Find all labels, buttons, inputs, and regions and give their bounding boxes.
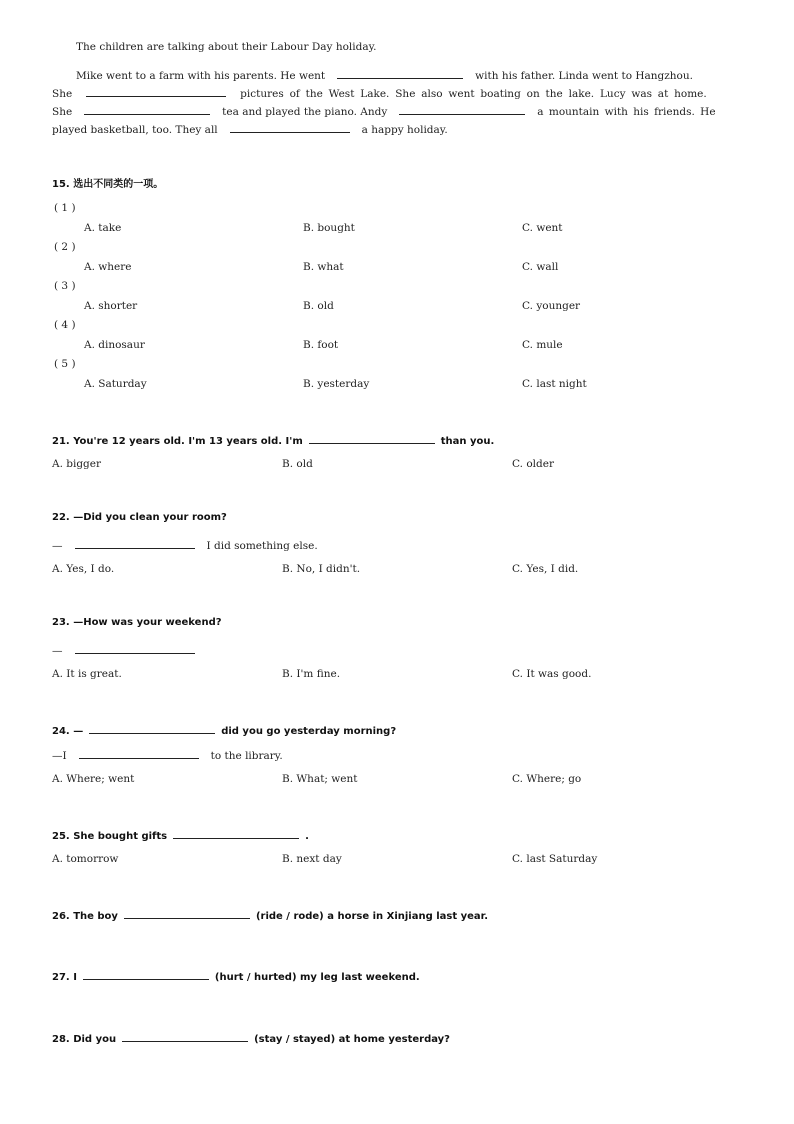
q15-item-5-a[interactable]: A. Saturday (84, 378, 147, 390)
q21-option-a[interactable]: A. bigger (52, 458, 102, 470)
q23-option-c[interactable]: C. It was good. (512, 668, 592, 680)
q27-blank[interactable] (83, 968, 209, 980)
q24-blank-1[interactable] (89, 722, 215, 734)
q25-blank[interactable] (173, 827, 299, 839)
q26-stem: 26. The boy (ride / rode) a horse in Xinjiang last year. (52, 907, 488, 922)
q22-blank[interactable] (75, 537, 195, 549)
q15-item-4-b[interactable]: B. foot (303, 339, 339, 351)
q21-stem: 21. You're 12 years old. I'm 13 years old. I'm than you. (52, 432, 494, 447)
q15-item-2-c[interactable]: C. wall (522, 261, 559, 273)
blank-4[interactable] (399, 103, 525, 115)
q15-item-2-num: ( 2 ) (54, 241, 76, 253)
passage-line-1: Mike went to a farm with his parents. He went with his father. Linda went to Hangzhou. (76, 67, 693, 82)
q28-blank[interactable] (122, 1030, 248, 1042)
q25-option-a[interactable]: A. tomorrow (52, 853, 119, 865)
blank-3[interactable] (84, 103, 210, 115)
q15-item-5-num: ( 5 ) (54, 358, 76, 370)
q24-option-c[interactable]: C. Where; go (512, 773, 582, 785)
q15-item-2-a[interactable]: A. where (84, 261, 132, 273)
q23-stem: 23. —How was your weekend? (52, 617, 222, 628)
q25-option-c[interactable]: C. last Saturday (512, 853, 598, 865)
q28-stem: 28. Did you (stay / stayed) at home yesterday? (52, 1030, 450, 1045)
q15-item-1-a[interactable]: A. take (84, 222, 122, 234)
blank-2[interactable] (86, 85, 226, 97)
q22-option-c[interactable]: C. Yes, I did. (512, 563, 579, 575)
q21-option-b[interactable]: B. old (282, 458, 313, 470)
q22-answer-line: — I did something else. (52, 537, 318, 552)
q27-stem: 27. I (hurt / hurted) my leg last weekend. (52, 968, 420, 983)
q25-stem: 25. She bought gifts . (52, 827, 309, 842)
q15-item-4-a[interactable]: A. dinosaur (84, 339, 145, 351)
q15-item-5-c[interactable]: C. last night (522, 378, 587, 390)
passage-line-3: She tea and played the piano. Andy a mountain with his friends. He (52, 103, 716, 118)
q24-answer-line: —I to the library. (52, 747, 283, 762)
q15-title: 15. 选出不同类的一项。 (52, 179, 164, 190)
q15-item-3-a[interactable]: A. shorter (84, 300, 138, 312)
q23-answer-line: — (52, 642, 207, 657)
q21-option-c[interactable]: C. older (512, 458, 554, 470)
q15-item-1-c[interactable]: C. went (522, 222, 563, 234)
q21-blank[interactable] (309, 432, 435, 444)
q22-option-a[interactable]: A. Yes, I do. (52, 563, 115, 575)
q24-option-a[interactable]: A. Where; went (52, 773, 135, 785)
q15-item-1-b[interactable]: B. bought (303, 222, 355, 234)
q23-option-a[interactable]: A. It is great. (52, 668, 122, 680)
q24-blank-2[interactable] (79, 747, 199, 759)
q24-stem: 24. — did you go yesterday morning? (52, 722, 396, 737)
q15-item-4-num: ( 4 ) (54, 319, 76, 331)
q15-item-3-c[interactable]: C. younger (522, 300, 581, 312)
q22-option-b[interactable]: B. No, I didn't. (282, 563, 361, 575)
q15-item-3-b[interactable]: B. old (303, 300, 334, 312)
q23-option-b[interactable]: B. I'm fine. (282, 668, 341, 680)
q23-blank[interactable] (75, 642, 195, 654)
passage-line-2: She pictures of the West Lake. She also went boating on the lake. Lucy was at home. (52, 85, 707, 100)
blank-5[interactable] (230, 121, 350, 133)
q15-item-5-b[interactable]: B. yesterday (303, 378, 370, 390)
q15-item-3-num: ( 3 ) (54, 280, 76, 292)
q26-blank[interactable] (124, 907, 250, 919)
blank-1[interactable] (337, 67, 463, 79)
q24-option-b[interactable]: B. What; went (282, 773, 358, 785)
q25-option-b[interactable]: B. next day (282, 853, 342, 865)
q15-item-1-num: ( 1 ) (54, 202, 76, 214)
passage-line-4: played basketball, too. They all a happy holiday. (52, 121, 448, 136)
q15-item-2-b[interactable]: B. what (303, 261, 344, 273)
passage-intro: The children are talking about their Labour Day holiday. (76, 41, 377, 53)
q22-stem: 22. —Did you clean your room? (52, 512, 227, 523)
q15-item-4-c[interactable]: C. mule (522, 339, 563, 351)
